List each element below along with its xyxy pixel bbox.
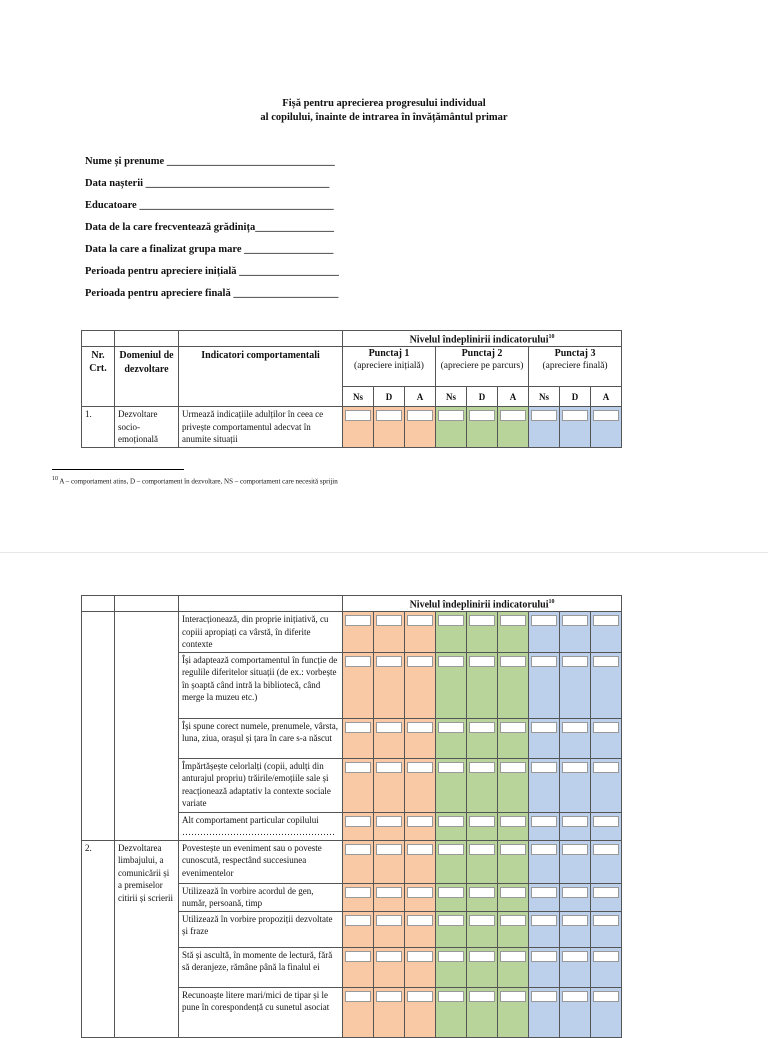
score-checkbox[interactable] bbox=[438, 887, 464, 898]
score-checkbox[interactable] bbox=[407, 615, 433, 626]
score-cell-p2-a[interactable] bbox=[498, 612, 529, 653]
level-a-2: A bbox=[498, 387, 529, 407]
score-checkbox[interactable] bbox=[562, 722, 588, 733]
score-cell-p1-ns[interactable] bbox=[343, 947, 374, 987]
score-cell-p2-d[interactable] bbox=[467, 883, 498, 911]
score-cell-p3-a[interactable] bbox=[591, 812, 622, 840]
indicator-cell: Interacționează, din proprie inițiativă, cu copiii apropiați ca vârstă, în diferite contexte bbox=[179, 612, 343, 653]
score-checkbox[interactable] bbox=[593, 615, 619, 626]
score-checkbox[interactable] bbox=[469, 887, 495, 898]
score-checkbox[interactable] bbox=[562, 844, 588, 855]
score-checkbox[interactable] bbox=[593, 656, 619, 667]
nr-crt-cell bbox=[82, 612, 115, 841]
score-cell-p3-d[interactable] bbox=[560, 883, 591, 911]
score-checkbox[interactable] bbox=[593, 951, 619, 962]
score-checkbox[interactable] bbox=[376, 816, 402, 827]
score-cell-p3-ns[interactable] bbox=[529, 840, 560, 883]
field-nume-prenume[interactable]: Nume și prenume ________________________________ bbox=[85, 156, 335, 167]
empty-header-cell bbox=[115, 331, 179, 347]
score-checkbox[interactable] bbox=[438, 656, 464, 667]
score-checkbox[interactable] bbox=[345, 762, 371, 773]
empty-header-cell bbox=[82, 331, 115, 347]
empty-header-cell bbox=[115, 596, 179, 612]
empty-header-cell bbox=[179, 596, 343, 612]
score-checkbox[interactable] bbox=[438, 951, 464, 962]
score-checkbox[interactable] bbox=[345, 656, 371, 667]
score-cell-p1-d[interactable] bbox=[374, 883, 405, 911]
score-checkbox[interactable] bbox=[500, 656, 526, 667]
field-perioada-finala[interactable]: Perioada pentru apreciere finală ____________________ bbox=[85, 288, 339, 299]
score-cell-p1-ns[interactable] bbox=[343, 718, 374, 758]
score-checkbox[interactable] bbox=[469, 951, 495, 962]
score-cell-p2-d[interactable] bbox=[467, 652, 498, 718]
empty-header-cell bbox=[82, 596, 115, 612]
score-checkbox[interactable] bbox=[376, 887, 402, 898]
score-checkbox[interactable] bbox=[345, 410, 371, 421]
score-checkbox[interactable] bbox=[345, 951, 371, 962]
score-checkbox[interactable] bbox=[407, 887, 433, 898]
table-row bbox=[82, 612, 622, 653]
score-cell-p1-d[interactable] bbox=[374, 652, 405, 718]
score-cell-p2-d[interactable] bbox=[467, 840, 498, 883]
score-checkbox[interactable] bbox=[407, 816, 433, 827]
score-cell-p2-a[interactable] bbox=[498, 407, 529, 448]
score-cell-p1-ns[interactable] bbox=[343, 911, 374, 947]
score-checkbox[interactable] bbox=[500, 915, 526, 926]
score-checkbox[interactable] bbox=[407, 844, 433, 855]
punctaj-2-sub: (apreciere pe parcurs) bbox=[440, 361, 524, 372]
score-cell-p2-ns[interactable] bbox=[436, 652, 467, 718]
score-cell-p1-a[interactable] bbox=[405, 911, 436, 947]
table-row bbox=[82, 840, 622, 883]
score-cell-p3-ns[interactable] bbox=[529, 812, 560, 840]
score-cell-p3-ns[interactable] bbox=[529, 947, 560, 987]
score-cell-p3-ns[interactable] bbox=[529, 612, 560, 653]
score-cell-p2-ns[interactable] bbox=[436, 840, 467, 883]
score-checkbox[interactable] bbox=[593, 991, 619, 1002]
document-title-line-1: Fișă pentru aprecierea progresului individual bbox=[282, 98, 486, 109]
score-checkbox[interactable] bbox=[345, 816, 371, 827]
score-cell-p2-d[interactable] bbox=[467, 987, 498, 1037]
score-cell-p2-a[interactable] bbox=[498, 883, 529, 911]
score-cell-p2-ns[interactable] bbox=[436, 947, 467, 987]
score-checkbox[interactable] bbox=[562, 887, 588, 898]
score-checkbox[interactable] bbox=[531, 887, 557, 898]
score-cell-p2-ns[interactable] bbox=[436, 758, 467, 812]
score-checkbox[interactable] bbox=[500, 615, 526, 626]
score-cell-p2-ns[interactable] bbox=[436, 883, 467, 911]
score-cell-p2-a[interactable] bbox=[498, 987, 529, 1037]
score-checkbox[interactable] bbox=[407, 991, 433, 1002]
score-cell-p1-a[interactable] bbox=[405, 947, 436, 987]
field-data-frecventa[interactable]: Data de la care frecventează grădinița_______________ bbox=[85, 222, 334, 233]
score-cell-p2-ns[interactable] bbox=[436, 987, 467, 1037]
indicator-cell: Își adaptează comportamentul în funcție de regulile diferitelor situații (de ex.: vorbește în șoaptă când intră la bibliotecă, când merge la muzeu etc.) bbox=[179, 652, 343, 718]
score-checkbox[interactable] bbox=[345, 615, 371, 626]
score-checkbox[interactable] bbox=[562, 991, 588, 1002]
punctaj-1-label: Punctaj 1 bbox=[368, 348, 410, 360]
score-checkbox[interactable] bbox=[376, 844, 402, 855]
score-checkbox[interactable] bbox=[407, 722, 433, 733]
score-checkbox[interactable] bbox=[531, 762, 557, 773]
score-cell-p3-a[interactable] bbox=[591, 840, 622, 883]
score-cell-p1-d[interactable] bbox=[374, 987, 405, 1037]
score-checkbox[interactable] bbox=[593, 762, 619, 773]
score-checkbox[interactable] bbox=[438, 722, 464, 733]
footnote: $^{10}$ A – comportament atins, D – comportament în dezvoltare, NS – comportament care necesită sprijin bbox=[52, 476, 338, 486]
score-cell-p3-ns[interactable] bbox=[529, 987, 560, 1037]
score-cell-p3-d[interactable] bbox=[560, 612, 591, 653]
level-d-1: D bbox=[374, 387, 405, 407]
score-cell-p3-ns[interactable] bbox=[529, 718, 560, 758]
score-checkbox[interactable] bbox=[376, 410, 402, 421]
score-checkbox[interactable] bbox=[407, 762, 433, 773]
score-cell-p3-a[interactable] bbox=[591, 612, 622, 653]
score-checkbox[interactable] bbox=[500, 410, 526, 421]
score-checkbox[interactable] bbox=[345, 722, 371, 733]
score-checkbox[interactable] bbox=[562, 915, 588, 926]
score-cell-p3-ns[interactable] bbox=[529, 883, 560, 911]
score-cell-p3-ns[interactable] bbox=[529, 758, 560, 812]
score-cell-p3-a[interactable] bbox=[591, 718, 622, 758]
score-checkbox[interactable] bbox=[562, 816, 588, 827]
score-cell-p2-d[interactable] bbox=[467, 612, 498, 653]
score-cell-p1-d[interactable] bbox=[374, 612, 405, 653]
score-cell-p1-d[interactable] bbox=[374, 911, 405, 947]
score-cell-p1-ns[interactable] bbox=[343, 987, 374, 1037]
score-cell-p3-d[interactable] bbox=[560, 652, 591, 718]
level-d-3: D bbox=[560, 387, 591, 407]
score-cell-p2-ns[interactable] bbox=[436, 812, 467, 840]
score-checkbox[interactable] bbox=[376, 762, 402, 773]
score-checkbox[interactable] bbox=[500, 762, 526, 773]
score-checkbox[interactable] bbox=[438, 762, 464, 773]
score-cell-p2-a[interactable] bbox=[498, 911, 529, 947]
level-ns-2: Ns bbox=[436, 387, 467, 407]
score-cell-p3-d[interactable] bbox=[560, 812, 591, 840]
score-checkbox[interactable] bbox=[438, 915, 464, 926]
score-cell-p1-ns[interactable] bbox=[343, 883, 374, 911]
score-cell-p2-a[interactable] bbox=[498, 718, 529, 758]
nivel-header: Nivelul îndeplinirii indicatorului$^{10}$ bbox=[343, 596, 622, 612]
score-checkbox[interactable] bbox=[500, 991, 526, 1002]
score-cell-p2-ns[interactable] bbox=[436, 718, 467, 758]
score-cell-p3-a[interactable] bbox=[591, 758, 622, 812]
empty-header-cell bbox=[179, 331, 343, 347]
score-checkbox[interactable] bbox=[531, 991, 557, 1002]
indicator-cell: Își spune corect numele, prenumele, vârsta, luna, ziua, orașul și țara în care s-a născut bbox=[179, 718, 343, 758]
nr-crt-cell: 1. bbox=[82, 407, 115, 448]
score-cell-p1-a[interactable] bbox=[405, 840, 436, 883]
score-checkbox[interactable] bbox=[593, 887, 619, 898]
document-title-line-2: al copilului, înainte de intrarea în învățământul primar bbox=[260, 112, 508, 123]
score-checkbox[interactable] bbox=[438, 991, 464, 1002]
score-checkbox[interactable] bbox=[500, 951, 526, 962]
indicator-cell: Povestește un eveniment sau o poveste cunoscută, respectând succesiunea evenimentelor bbox=[179, 840, 343, 883]
score-checkbox[interactable] bbox=[593, 722, 619, 733]
score-checkbox[interactable] bbox=[438, 410, 464, 421]
score-checkbox[interactable] bbox=[531, 844, 557, 855]
score-checkbox[interactable] bbox=[469, 915, 495, 926]
score-checkbox[interactable] bbox=[593, 844, 619, 855]
score-checkbox[interactable] bbox=[345, 915, 371, 926]
score-cell-p1-ns[interactable] bbox=[343, 840, 374, 883]
punctaj-2-header bbox=[436, 347, 529, 387]
score-checkbox[interactable] bbox=[376, 991, 402, 1002]
nivel-header: Nivelul îndeplinirii indicatorului$^{10}$ bbox=[343, 331, 622, 347]
score-checkbox[interactable] bbox=[376, 915, 402, 926]
score-cell-p2-a[interactable] bbox=[498, 947, 529, 987]
indicator-cell: Alt comportament particular copilului …………………………………………… bbox=[179, 812, 343, 840]
score-cell-p1-a[interactable] bbox=[405, 987, 436, 1037]
score-checkbox[interactable] bbox=[531, 615, 557, 626]
score-checkbox[interactable] bbox=[407, 915, 433, 926]
indicator-cell: Stă și ascultă, în momente de lectură, fără să deranjeze, rămâne până la finalul ei bbox=[179, 947, 343, 987]
score-cell-p2-d[interactable] bbox=[467, 407, 498, 448]
score-cell-p3-a[interactable] bbox=[591, 911, 622, 947]
footnote-divider bbox=[52, 469, 184, 470]
score-cell-p3-d[interactable] bbox=[560, 987, 591, 1037]
field-perioada-initiala[interactable]: Perioada pentru apreciere inițială ___________________ bbox=[85, 266, 339, 277]
score-checkbox[interactable] bbox=[531, 410, 557, 421]
score-cell-p1-ns[interactable] bbox=[343, 612, 374, 653]
punctaj-3-sub: (apreciere finală) bbox=[542, 361, 608, 372]
score-checkbox[interactable] bbox=[469, 615, 495, 626]
level-a-3: A bbox=[591, 387, 622, 407]
score-checkbox[interactable] bbox=[469, 722, 495, 733]
score-cell-p1-d[interactable] bbox=[374, 812, 405, 840]
indicator-cell: Împărtășește celorlalți (copii, adulți din anturajul propriu) trăirile/emoțiile sale și reacționează adaptativ la contexte sociale variate bbox=[179, 758, 343, 812]
score-checkbox[interactable] bbox=[345, 844, 371, 855]
score-checkbox[interactable] bbox=[407, 951, 433, 962]
indicator-cell: Urmează indicațiile adulților în ceea ce privește comportamentul adecvat în anumite situații bbox=[179, 407, 343, 448]
score-checkbox[interactable] bbox=[593, 410, 619, 421]
identification-fields bbox=[85, 155, 339, 309]
score-checkbox[interactable] bbox=[531, 915, 557, 926]
score-cell-p3-d[interactable] bbox=[560, 407, 591, 448]
score-cell-p2-a[interactable] bbox=[498, 812, 529, 840]
score-cell-p1-a[interactable] bbox=[405, 718, 436, 758]
score-checkbox[interactable] bbox=[562, 615, 588, 626]
score-checkbox[interactable] bbox=[469, 656, 495, 667]
table-row bbox=[82, 407, 622, 448]
field-educatoare[interactable]: Educatoare _____________________________________ bbox=[85, 200, 334, 211]
indicator-cell: Utilizează în vorbire propoziții dezvoltate și fraze bbox=[179, 911, 343, 947]
punctaj-1-header bbox=[343, 347, 436, 387]
score-checkbox[interactable] bbox=[500, 816, 526, 827]
punctaj-3-label: Punctaj 3 bbox=[554, 348, 596, 360]
indicator-cell: Recunoaște litere mari/mici de tipar și le pune în corespondență cu sunetul asociat bbox=[179, 987, 343, 1037]
score-checkbox[interactable] bbox=[500, 887, 526, 898]
score-checkbox[interactable] bbox=[438, 844, 464, 855]
score-checkbox[interactable] bbox=[500, 722, 526, 733]
punctaj-3-header bbox=[529, 347, 622, 387]
score-cell-p1-ns[interactable] bbox=[343, 407, 374, 448]
score-checkbox[interactable] bbox=[469, 762, 495, 773]
score-cell-p3-d[interactable] bbox=[560, 947, 591, 987]
score-checkbox[interactable] bbox=[469, 410, 495, 421]
punctaj-2-label: Punctaj 2 bbox=[461, 348, 503, 360]
score-cell-p1-a[interactable] bbox=[405, 652, 436, 718]
score-cell-p2-ns[interactable] bbox=[436, 407, 467, 448]
score-cell-p3-d[interactable] bbox=[560, 840, 591, 883]
score-checkbox[interactable] bbox=[562, 762, 588, 773]
score-checkbox[interactable] bbox=[562, 410, 588, 421]
level-ns-1: Ns bbox=[343, 387, 374, 407]
nr-crt-cell: 2. bbox=[82, 840, 115, 1037]
score-cell-p2-ns[interactable] bbox=[436, 911, 467, 947]
score-cell-p2-d[interactable] bbox=[467, 758, 498, 812]
assessment-table-2 bbox=[81, 595, 622, 1038]
indicator-cell: Utilizează în vorbire acordul de gen, număr, persoană, timp bbox=[179, 883, 343, 911]
score-cell-p3-a[interactable] bbox=[591, 947, 622, 987]
score-cell-p1-d[interactable] bbox=[374, 718, 405, 758]
score-checkbox[interactable] bbox=[562, 656, 588, 667]
score-cell-p3-a[interactable] bbox=[591, 407, 622, 448]
score-checkbox[interactable] bbox=[531, 816, 557, 827]
score-cell-p1-ns[interactable] bbox=[343, 812, 374, 840]
domeniu-cell: Dezvoltarea limbajului, a comunicării și a premiselor citirii și scrierii bbox=[115, 840, 179, 1037]
score-checkbox[interactable] bbox=[407, 410, 433, 421]
score-cell-p1-d[interactable] bbox=[374, 407, 405, 448]
score-checkbox[interactable] bbox=[469, 844, 495, 855]
score-checkbox[interactable] bbox=[469, 816, 495, 827]
field-data-nasterii[interactable]: Data nașterii ___________________________________ bbox=[85, 178, 330, 189]
score-cell-p1-d[interactable] bbox=[374, 947, 405, 987]
score-cell-p3-ns[interactable] bbox=[529, 911, 560, 947]
score-cell-p3-ns[interactable] bbox=[529, 407, 560, 448]
page-separator bbox=[0, 552, 768, 553]
domeniu-cell bbox=[115, 612, 179, 841]
score-cell-p1-ns[interactable] bbox=[343, 652, 374, 718]
punctaj-1-sub: (apreciere inițială) bbox=[354, 361, 424, 372]
score-cell-p1-a[interactable] bbox=[405, 758, 436, 812]
score-cell-p1-d[interactable] bbox=[374, 758, 405, 812]
score-cell-p2-d[interactable] bbox=[467, 947, 498, 987]
score-cell-p1-a[interactable] bbox=[405, 883, 436, 911]
score-cell-p2-d[interactable] bbox=[467, 812, 498, 840]
score-cell-p3-a[interactable] bbox=[591, 987, 622, 1037]
score-cell-p2-ns[interactable] bbox=[436, 612, 467, 653]
field-data-finalizare[interactable]: Data la care a finalizat grupa mare _________________ bbox=[85, 244, 334, 255]
score-cell-p1-a[interactable] bbox=[405, 407, 436, 448]
score-checkbox[interactable] bbox=[531, 951, 557, 962]
domeniu-header: Domeniul de dezvoltare bbox=[115, 347, 179, 407]
score-cell-p2-d[interactable] bbox=[467, 911, 498, 947]
score-checkbox[interactable] bbox=[376, 656, 402, 667]
score-checkbox[interactable] bbox=[345, 887, 371, 898]
domeniu-cell: Dezvoltare socio-emoțională bbox=[115, 407, 179, 448]
level-ns-3: Ns bbox=[529, 387, 560, 407]
score-cell-p3-d[interactable] bbox=[560, 758, 591, 812]
score-cell-p2-d[interactable] bbox=[467, 718, 498, 758]
assessment-table-1 bbox=[81, 330, 622, 448]
score-checkbox[interactable] bbox=[469, 991, 495, 1002]
score-checkbox[interactable] bbox=[531, 656, 557, 667]
level-d-2: D bbox=[467, 387, 498, 407]
score-cell-p2-a[interactable] bbox=[498, 758, 529, 812]
score-checkbox[interactable] bbox=[438, 615, 464, 626]
score-checkbox[interactable] bbox=[376, 951, 402, 962]
score-cell-p2-a[interactable] bbox=[498, 652, 529, 718]
score-checkbox[interactable] bbox=[345, 991, 371, 1002]
score-cell-p2-a[interactable] bbox=[498, 840, 529, 883]
score-cell-p3-ns[interactable] bbox=[529, 652, 560, 718]
score-cell-p3-a[interactable] bbox=[591, 652, 622, 718]
score-cell-p1-a[interactable] bbox=[405, 612, 436, 653]
score-checkbox[interactable] bbox=[593, 816, 619, 827]
score-checkbox[interactable] bbox=[407, 656, 433, 667]
score-checkbox[interactable] bbox=[376, 615, 402, 626]
score-cell-p3-d[interactable] bbox=[560, 911, 591, 947]
level-a-1: A bbox=[405, 387, 436, 407]
score-checkbox[interactable] bbox=[593, 915, 619, 926]
score-cell-p3-a[interactable] bbox=[591, 883, 622, 911]
nr-crt-header: Nr. Crt. bbox=[82, 347, 115, 407]
score-checkbox[interactable] bbox=[562, 951, 588, 962]
score-cell-p1-ns[interactable] bbox=[343, 758, 374, 812]
indicatori-header: Indicatori comportamentali bbox=[179, 347, 343, 407]
score-cell-p1-a[interactable] bbox=[405, 812, 436, 840]
score-checkbox[interactable] bbox=[500, 844, 526, 855]
score-cell-p1-d[interactable] bbox=[374, 840, 405, 883]
score-checkbox[interactable] bbox=[376, 722, 402, 733]
score-checkbox[interactable] bbox=[531, 722, 557, 733]
score-checkbox[interactable] bbox=[438, 816, 464, 827]
score-cell-p3-d[interactable] bbox=[560, 718, 591, 758]
